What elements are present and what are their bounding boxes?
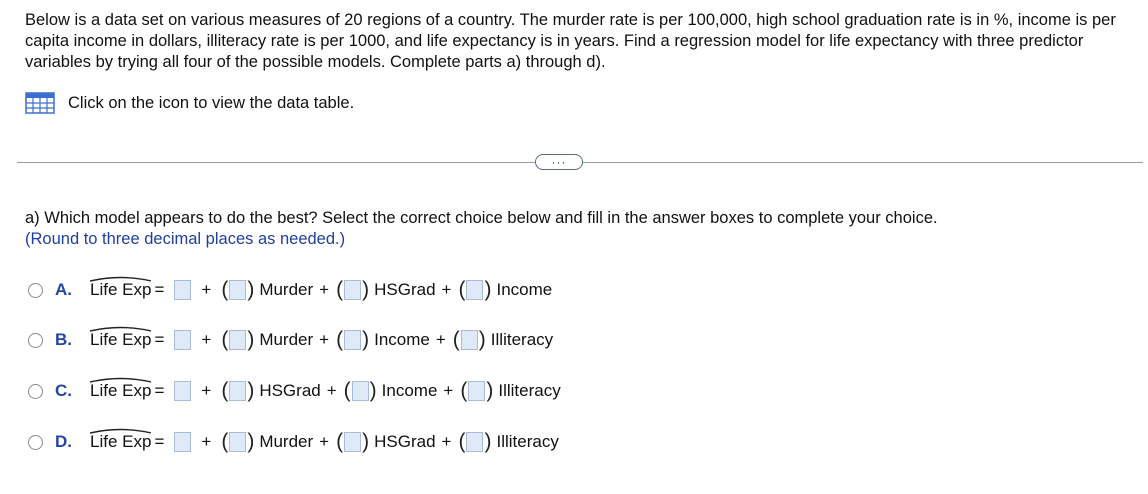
choice-letter: D.	[55, 432, 72, 451]
open-paren: (	[221, 328, 229, 351]
plus-sign: +	[326, 381, 337, 400]
equals-sign: =	[154, 280, 165, 299]
predictor-label: HSGrad	[374, 432, 436, 451]
close-paren: )	[247, 328, 255, 351]
plus-sign: +	[443, 381, 454, 400]
choice-letter: A.	[55, 280, 72, 299]
predictor-label: HSGrad	[374, 280, 436, 299]
coefficient-input-2[interactable]	[344, 330, 361, 350]
close-paren: )	[484, 278, 492, 301]
equals-sign: =	[154, 432, 165, 451]
coefficient-input-3[interactable]	[466, 280, 483, 300]
choice-c[interactable]	[28, 376, 561, 406]
response-variable: Life Exp	[90, 330, 151, 350]
plus-sign: +	[201, 280, 212, 299]
coefficient-input-2[interactable]	[352, 381, 369, 401]
problem-statement: Below is a data set on various measures of 20 regions of a country. The murder rate is per 100,000, high school graduation rate is in %, income is per capita income in dollars, illiteracy rate is per 1000, and life expectancy is in years. Find a regression model for life expectancy with three predictor variables by trying all four of the possible models. Complete parts a) through d).	[25, 11, 1116, 71]
choice-d[interactable]	[28, 427, 559, 457]
plus-sign: +	[201, 330, 212, 349]
response-variable: Life Exp	[90, 280, 151, 300]
open-paren: (	[336, 430, 344, 453]
plus-sign: +	[201, 432, 212, 451]
table-grid-icon[interactable]	[25, 92, 55, 114]
plus-sign: +	[441, 280, 452, 299]
rounding-hint: (Round to three decimal places as needed.)	[25, 230, 346, 248]
open-paren: (	[458, 278, 466, 301]
radio-button[interactable]	[28, 435, 43, 450]
equals-sign: =	[154, 381, 165, 400]
intercept-input[interactable]	[174, 381, 191, 401]
coefficient-input-3[interactable]	[466, 432, 483, 452]
close-paren: )	[362, 328, 370, 351]
open-paren: (	[336, 278, 344, 301]
open-paren: (	[336, 328, 344, 351]
predictor-label: Income	[374, 330, 430, 349]
expand-more-button[interactable]: ···	[535, 154, 583, 170]
close-paren: )	[484, 430, 492, 453]
plus-sign: +	[435, 330, 446, 349]
data-table-link-label[interactable]: Click on the icon to view the data table.	[68, 93, 355, 112]
plus-sign: +	[319, 432, 330, 451]
radio-button[interactable]	[28, 333, 43, 348]
predictor-label: Illiteracy	[496, 432, 559, 451]
question-prompt: a) Which model appears to do the best? Select the correct choice below and fill in the answer boxes to complete your choice.	[25, 209, 938, 227]
open-paren: (	[460, 379, 468, 402]
response-variable: Life Exp	[90, 381, 151, 401]
predictor-label: Murder	[259, 280, 314, 299]
choice-a[interactable]	[28, 275, 552, 305]
intercept-input[interactable]	[174, 280, 191, 300]
radio-button[interactable]	[28, 384, 43, 399]
plus-sign: +	[319, 330, 330, 349]
choice-letter: C.	[55, 381, 72, 400]
hat-accent	[90, 274, 151, 282]
close-paren: )	[247, 430, 255, 453]
close-paren: )	[486, 379, 494, 402]
plus-sign: +	[441, 432, 452, 451]
coefficient-input-1[interactable]	[229, 280, 246, 300]
data-table-link[interactable]	[25, 92, 354, 114]
predictor-label: Murder	[259, 330, 314, 349]
close-paren: )	[369, 379, 377, 402]
open-paren: (	[221, 278, 229, 301]
coefficient-input-3[interactable]	[461, 330, 478, 350]
plus-sign: +	[201, 381, 212, 400]
coefficient-input-1[interactable]	[229, 432, 246, 452]
question-block	[25, 208, 1137, 250]
coefficient-input-2[interactable]	[344, 280, 361, 300]
predictor-label: HSGrad	[259, 381, 321, 400]
open-paren: (	[221, 379, 229, 402]
hat-accent	[90, 324, 151, 332]
predictor-label: Murder	[259, 432, 314, 451]
coefficient-input-1[interactable]	[229, 330, 246, 350]
close-paren: )	[478, 328, 486, 351]
radio-button[interactable]	[28, 283, 43, 298]
open-paren: (	[343, 379, 351, 402]
open-paren: (	[452, 328, 460, 351]
intercept-input[interactable]	[174, 330, 191, 350]
response-variable: Life Exp	[90, 432, 151, 452]
predictor-label: Illiteracy	[490, 330, 554, 349]
open-paren: (	[221, 430, 229, 453]
close-paren: )	[362, 430, 370, 453]
hat-accent	[90, 426, 151, 434]
open-paren: (	[458, 430, 466, 453]
coefficient-input-2[interactable]	[344, 432, 361, 452]
intercept-input[interactable]	[174, 432, 191, 452]
coefficient-input-3[interactable]	[468, 381, 485, 401]
close-paren: )	[247, 278, 255, 301]
close-paren: )	[362, 278, 370, 301]
plus-sign: +	[319, 280, 330, 299]
hat-accent	[90, 375, 151, 383]
coefficient-input-1[interactable]	[229, 381, 246, 401]
equals-sign: =	[154, 330, 165, 349]
predictor-label: Income	[381, 381, 438, 400]
close-paren: )	[247, 379, 255, 402]
choice-letter: B.	[55, 330, 72, 349]
predictor-label: Income	[496, 280, 553, 299]
predictor-label: Illiteracy	[498, 381, 561, 400]
choice-b[interactable]	[28, 325, 553, 355]
